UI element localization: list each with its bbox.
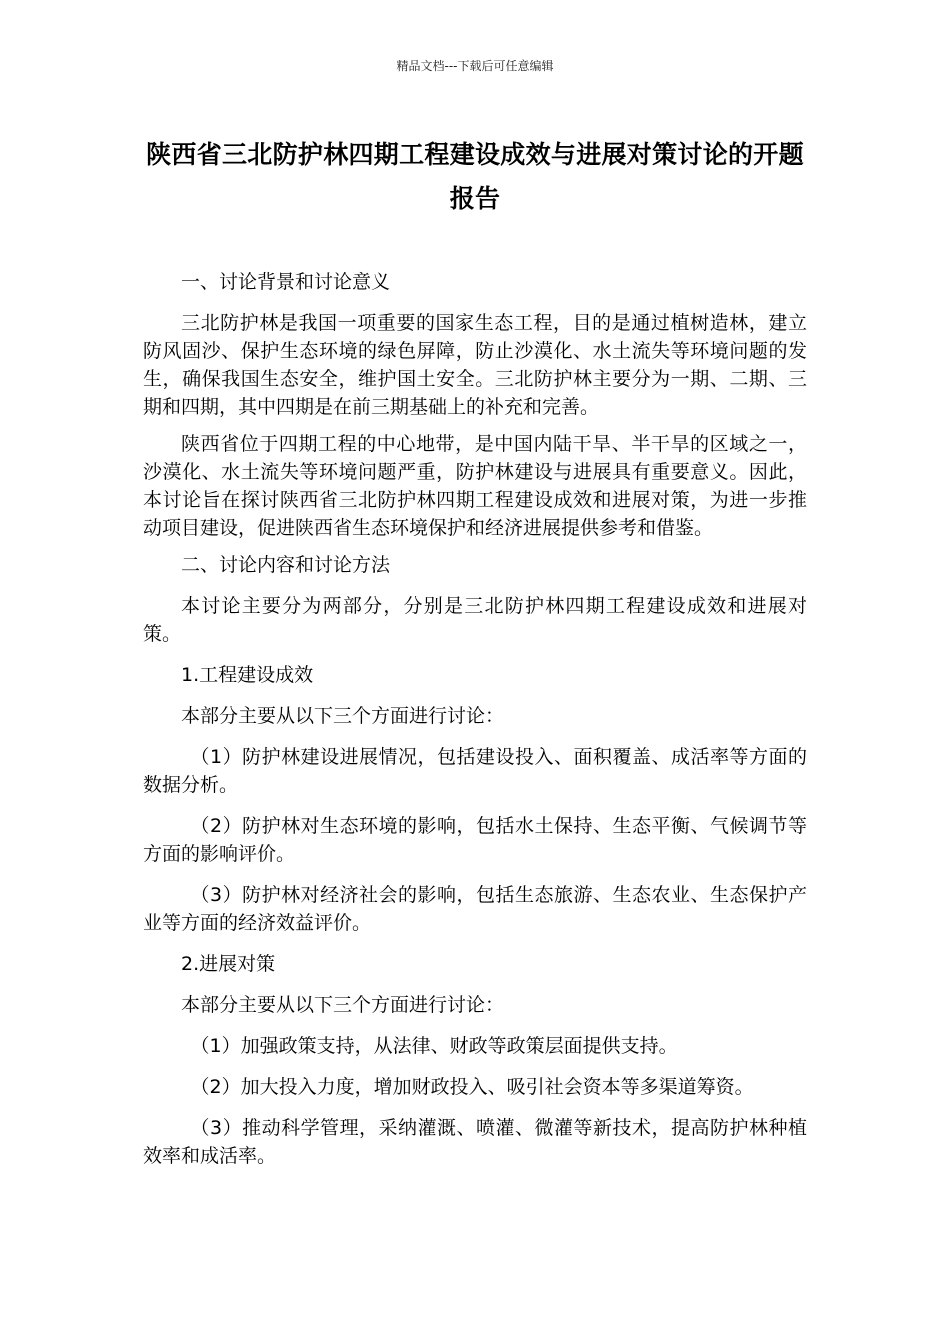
document-title: 陕西省三北防护林四期工程建设成效与进展对策讨论的开题报告: [146, 140, 804, 213]
list-item-countermeasures-3: （3）推动科学管理，采纳灌溉、喷灌、微灌等新技术，提高防护林种植效率和成活率。: [143, 1117, 807, 1167]
paragraph-background: 三北防护林是我国一项重要的国家生态工程，目的是通过植树造林，建立防风固沙、保护生态环境的绿色屏障，防止沙漠化、水土流失等环境问题的发生，确保我国生态安全，维护国土安全。三北防护林主要分为一期、二期、三期和四期，其中四期是在前三期基础上的补充和完善。: [143, 312, 807, 418]
list-item-results-1: （1）防护林建设进展情况，包括建设投入、面积覆盖、成活率等方面的数据分析。: [143, 746, 807, 796]
list-item-results-3: （3）防护林对经济社会的影响，包括生态旅游、生态农业、生态保护产业等方面的经济效益评价。: [143, 884, 807, 934]
section-heading-background: 一、讨论背景和讨论意义: [181, 271, 391, 293]
subheading-construction-results: 1.工程建设成效: [181, 664, 314, 686]
document-body: [143, 268, 807, 1170]
section-heading-content-method: 二、讨论内容和讨论方法: [181, 554, 391, 576]
list-item-countermeasures-1: （1）加强政策支持，从法律、财政等政策层面提供支持。: [190, 1035, 678, 1057]
header-note: 精品文档---下载后可任意编辑: [396, 59, 554, 73]
paragraph-results-intro: 本部分主要从以下三个方面进行讨论：: [181, 705, 505, 727]
list-item-countermeasures-2: （2）加大投入力度，增加财政投入、吸引社会资本等多渠道筹资。: [190, 1076, 754, 1098]
paragraph-countermeasures-intro: 本部分主要从以下三个方面进行讨论：: [181, 994, 505, 1016]
list-item-results-2: （2）防护林对生态环境的影响，包括水土保持、生态平衡、气候调节等方面的影响评价。: [143, 815, 807, 865]
paragraph-content-overview: 本讨论主要分为两部分，分别是三北防护林四期工程建设成效和进展对策。: [143, 595, 807, 645]
subheading-countermeasures: 2.进展对策: [181, 953, 276, 975]
paragraph-shaanxi-significance: 陕西省位于四期工程的中心地带，是中国内陆干旱、半干旱的区域之一，沙漠化、水土流失等环境问题严重，防护林建设与进展具有重要意义。因此，本讨论旨在探讨陕西省三北防护林四期工程建设成效和进展对策，为进一步推动项目建设，促进陕西省生态环境保护和经济进展提供参考和借鉴。: [143, 433, 807, 539]
